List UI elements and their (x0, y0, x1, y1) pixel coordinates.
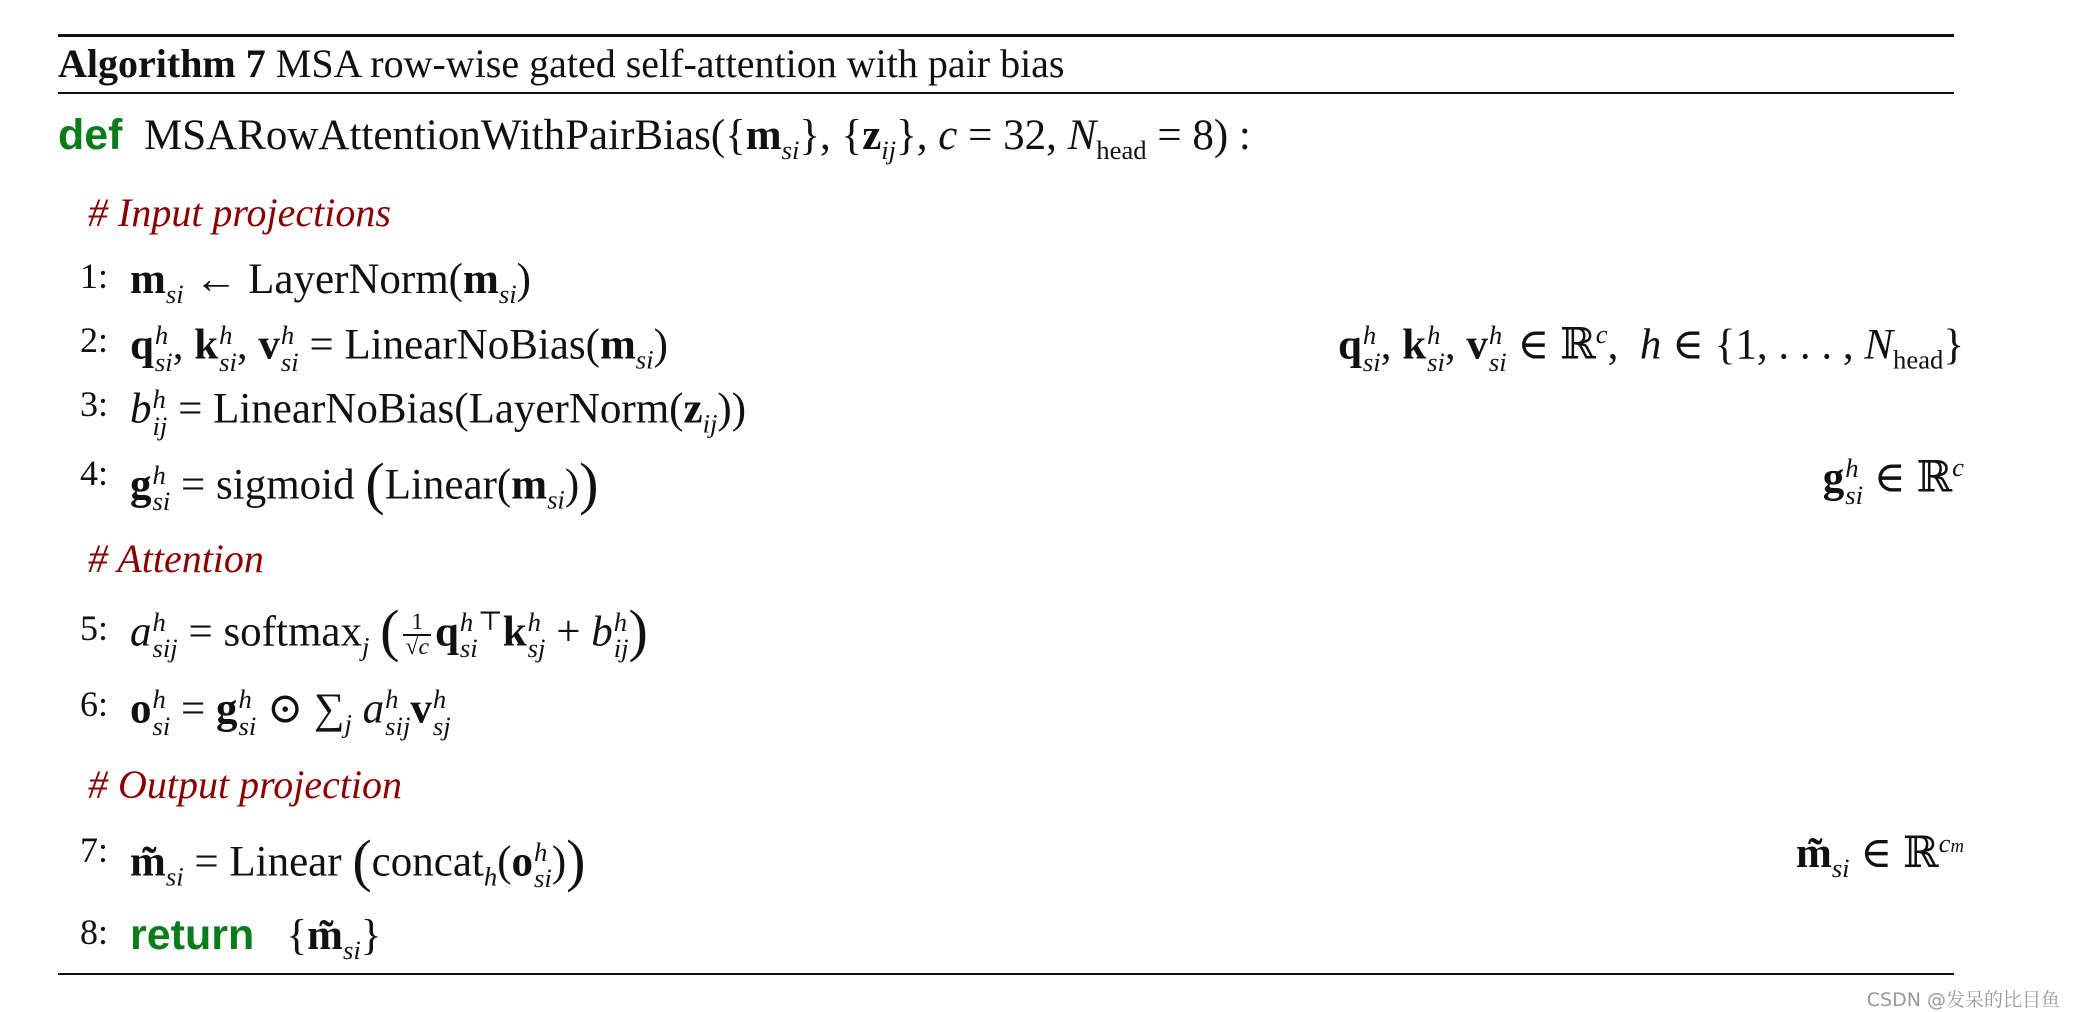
step-annotation: g h si ∈ ℝ$^c$ (1822, 452, 1964, 510)
step-code: $m_{si}$ ← $LayerNorm(m_{si})$ (130, 256, 531, 310)
step-3 (0, 386, 2074, 442)
bottom-rule (58, 973, 1954, 975)
step-annotation: $m̃_{si}$ ∈ ℝ$^{cm}$ (1795, 827, 1964, 884)
step-number: 4: (80, 453, 109, 493)
step-number: 5: (80, 608, 109, 648)
step-code: a h sij = softmax$_j$ ( $\frac{1}{√c}$ q h si ⊤k h sj + b h ij ) (130, 598, 648, 664)
step-7 (0, 827, 2074, 896)
step-6 (0, 686, 2074, 742)
step-1 (0, 258, 2074, 308)
def-line (58, 111, 1251, 166)
step-number: 7: (80, 830, 109, 870)
algorithm-name: MSA row-wise gated self-attention with pair bias (275, 41, 1065, 86)
def-keyword: def (58, 111, 123, 159)
step-number: 8: (80, 912, 109, 952)
header-rule (58, 92, 1954, 94)
step-8 (0, 911, 2074, 966)
step-number: 2: (80, 320, 109, 360)
step-code: b h ij = $LinearNoBias(LayerNorm(z_{ij}))$ (130, 384, 747, 441)
step-code: return $\{m̃_{si}\}$ (130, 911, 382, 966)
step-code: o h si = g h si ⊙ $\sum_j$ a h sij v h sj (130, 684, 451, 741)
step-code: $m̃_{si}$ = Linear (concat$_h$(o h si )) (130, 828, 586, 894)
return-keyword: return (130, 911, 255, 959)
step-5 (0, 596, 2074, 670)
function-signature: $MSARowAttentionWithPairBias(\{m_{si}\}$, $\{z_{ij}\}$, c = 32, $N_{head} = 8$) : (144, 112, 1251, 166)
step-code: q h si , k h si , v h si = $LinearNoBias(m_{si})$ (130, 320, 668, 377)
comment-attention: # Attention (88, 536, 264, 581)
step-annotation: q h si , k h si , v h si ∈ ℝ$^c$, h ∈ {1, . . . , $N_{head}$} (1338, 319, 1964, 377)
step-code: g h si = sigmoid $(Linear(m_{si}))$ (130, 451, 599, 517)
comment-input-projections: # Input projections (88, 190, 391, 235)
watermark: CSDN @发呆的比目鱼 (1866, 989, 2060, 1011)
comment-output-projection: # Output projection (88, 762, 403, 807)
step-number: 6: (80, 684, 109, 724)
step-number: 1: (80, 256, 109, 296)
algorithm-label: Algorithm 7 (58, 41, 266, 86)
step-4 (0, 451, 2074, 517)
algorithm-title (58, 36, 1065, 92)
step-number: 3: (80, 384, 109, 424)
step-2 (0, 319, 2074, 378)
